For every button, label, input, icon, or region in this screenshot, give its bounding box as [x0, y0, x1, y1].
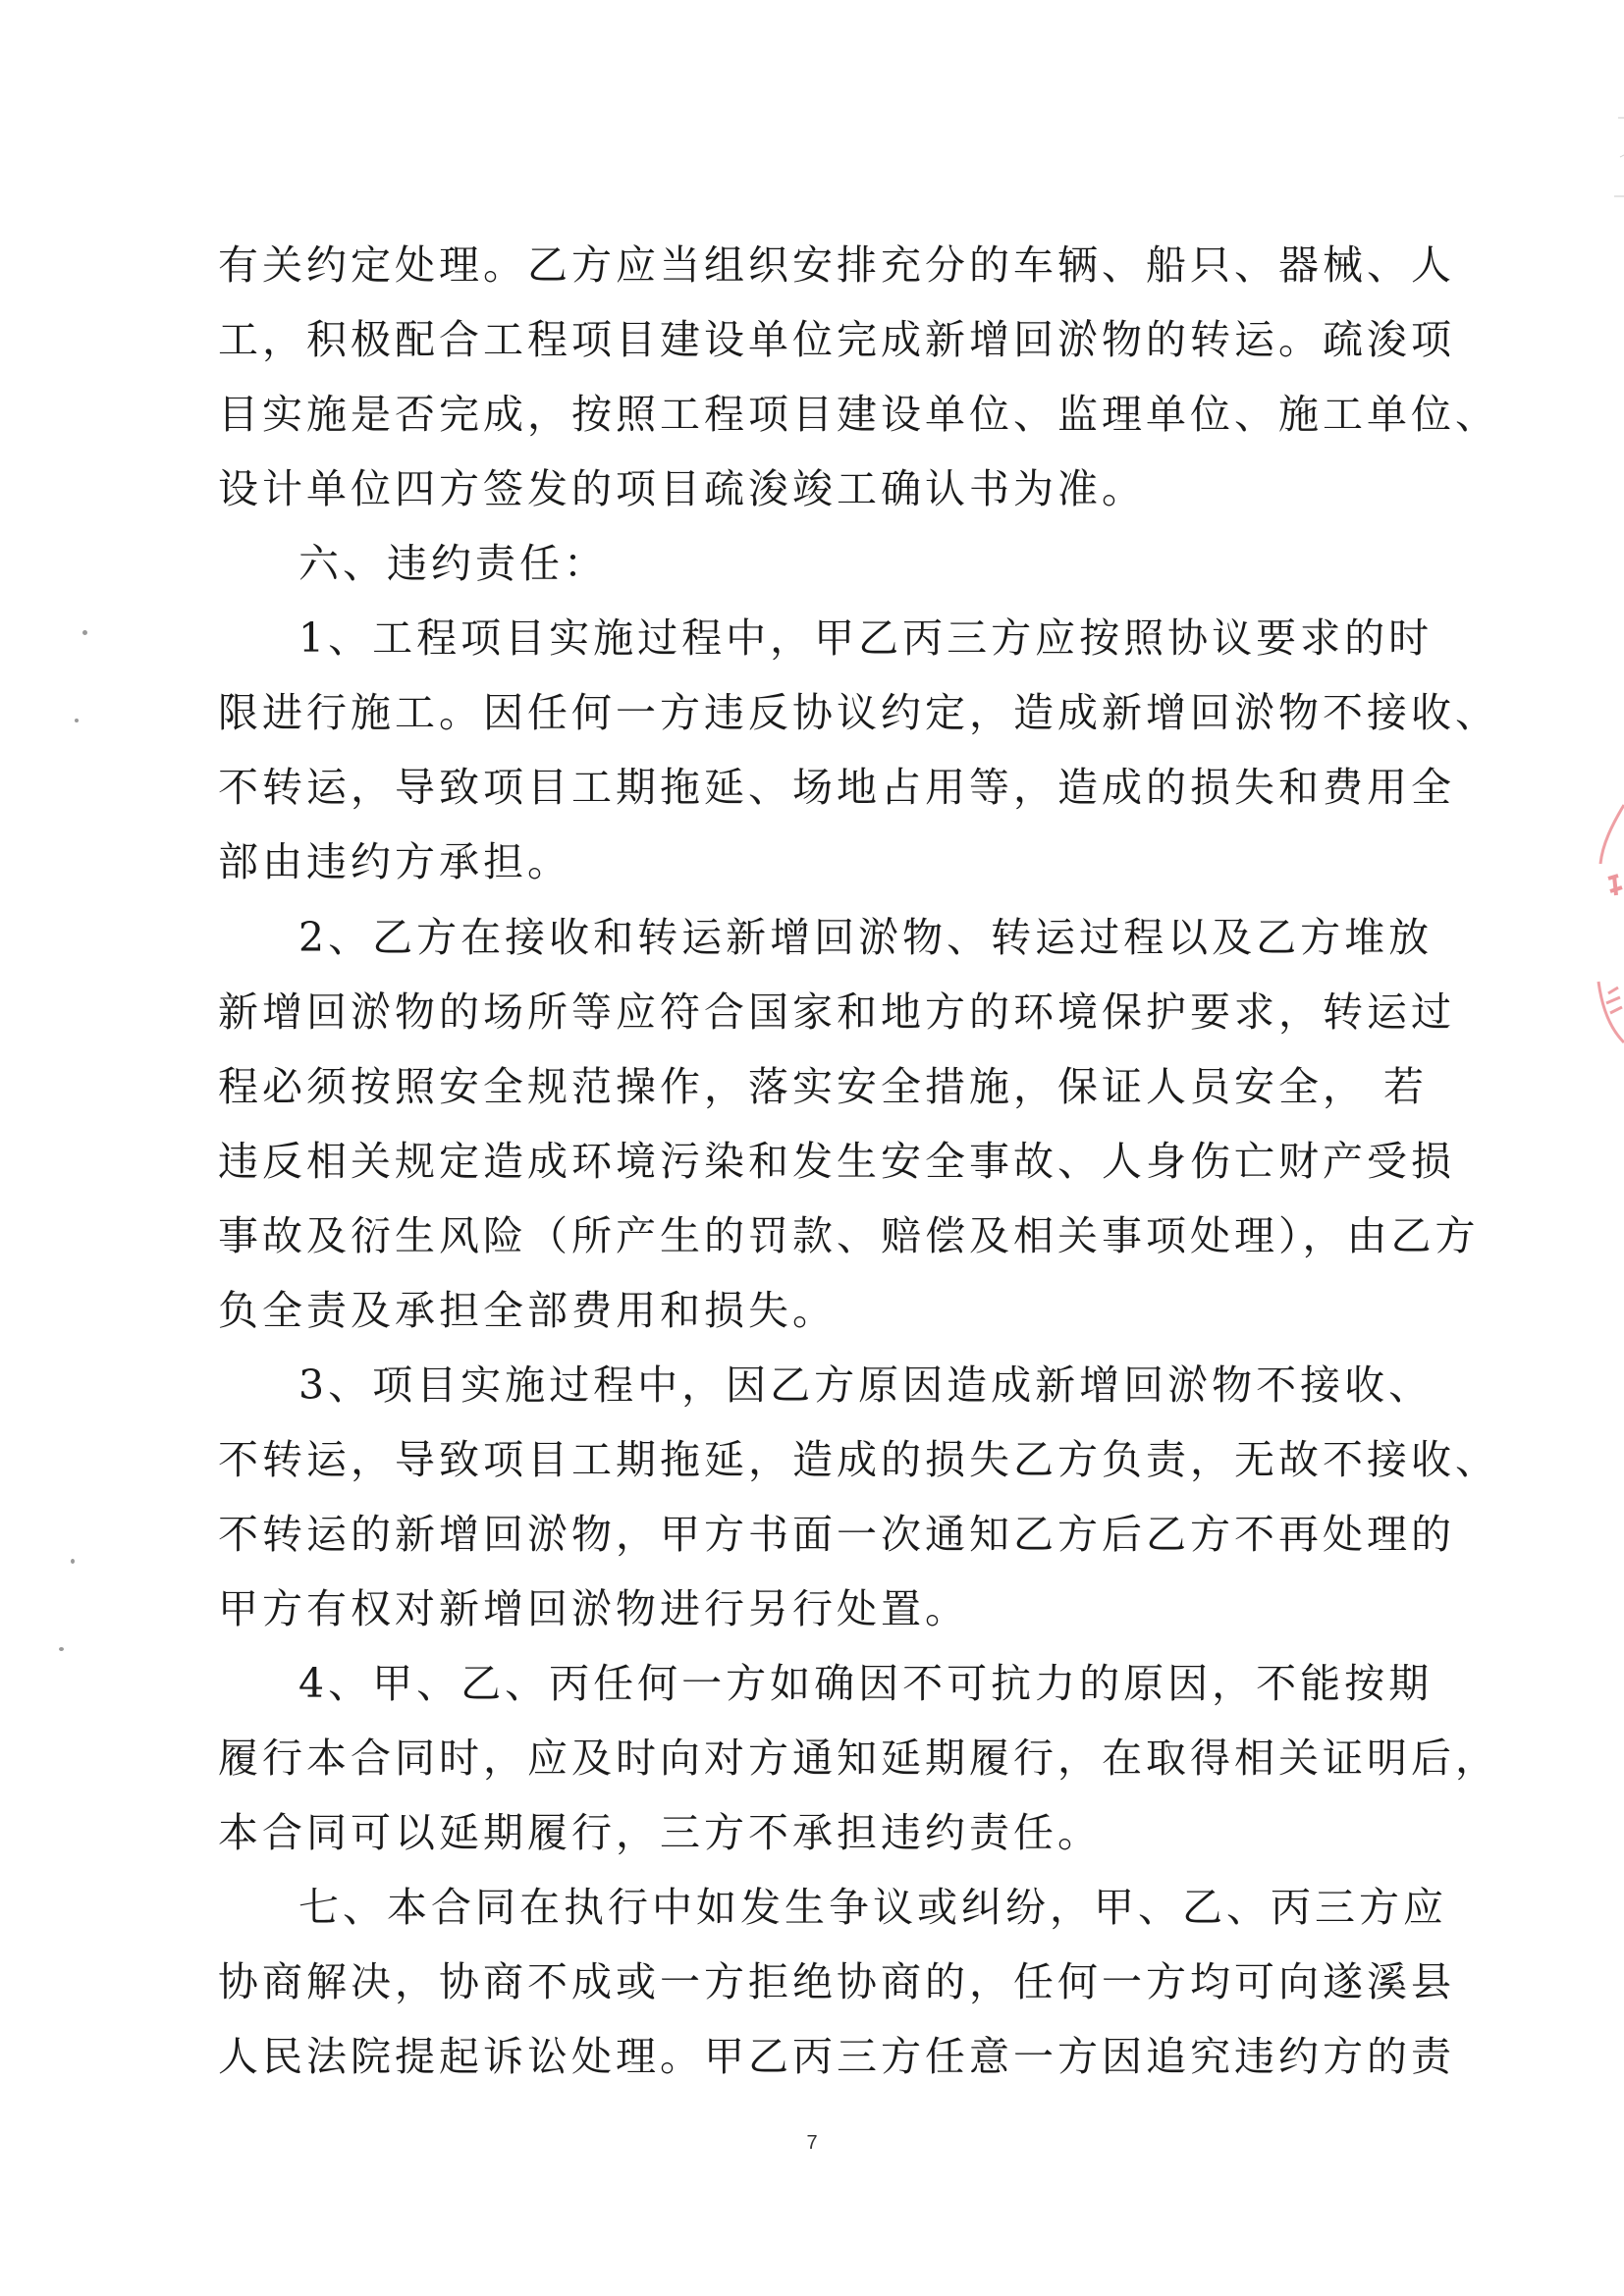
- text-line: 违反相关规定造成环境污染和发生安全事故、人身伤亡财产受损: [218, 1138, 1455, 1185]
- paragraph-start: 1、工程项目实施过程中，甲乙丙三方应按照协议要求的时: [298, 614, 1434, 662]
- text-line: 负全责及承担全部费用和损失。: [218, 1287, 837, 1334]
- text-line: 部由违约方承担。: [218, 838, 571, 885]
- text-line: 履行本合同时，应及时向对方通知延期履行，在取得相关证明后，: [218, 1735, 1499, 1782]
- paragraph-start: 4、甲、乙、丙任何一方如确因不可抗力的原因，不能按期: [298, 1660, 1434, 1707]
- text-line: 限进行施工。因任何一方违反协议约定，造成新增回淤物不接收、: [218, 689, 1499, 736]
- text-line: 协商解决，协商不成或一方拒绝协商的，任何一方均可向遂溪县: [218, 1958, 1455, 2005]
- text-line: 不转运，导致项目工期拖延，造成的损失乙方负责，无故不接收、: [218, 1436, 1499, 1483]
- text-line: 不转运，导致项目工期拖延、场地占用等，造成的损失和费用全: [218, 764, 1455, 811]
- text-line: 本合同可以延期履行，三方不承担违约责任。: [218, 1809, 1102, 1856]
- scan-speck: [59, 1647, 64, 1651]
- text-line: 事故及衍生风险（所产生的罚款、赔偿及相关事项处理），由乙方: [218, 1212, 1480, 1259]
- paragraph-start: 3、项目实施过程中，因乙方原因造成新增回淤物不接收、: [298, 1362, 1434, 1409]
- scan-speck: [71, 1559, 75, 1564]
- scan-speck: [75, 719, 79, 722]
- scan-edge-marks: [1585, 0, 1624, 226]
- text-line: 新增回淤物的场所等应符合国家和地方的环境保护要求，转运过: [218, 988, 1455, 1036]
- text-line: 人民法院提起诉讼处理。甲乙丙三方任意一方因追究违约方的责: [218, 2033, 1455, 2080]
- text-line: 目实施是否完成，按照工程项目建设单位、监理单位、施工单位、: [218, 391, 1499, 438]
- text-line: 不转运的新增回淤物，甲方书面一次通知乙方后乙方不再处理的: [218, 1511, 1455, 1558]
- text-line: 工，积极配合工程项目建设单位完成新增回淤物的转运。疏浚项: [218, 316, 1455, 363]
- section-heading: 六、违约责任：: [298, 540, 608, 587]
- text-line: 程必须按照安全规范操作，落实安全措施，保证人员安全， 若: [218, 1063, 1429, 1110]
- scan-speck: [82, 630, 87, 635]
- text-line: 有关约定处理。乙方应当组织安排充分的车辆、船只、器械、人: [218, 241, 1455, 289]
- seal-fragment-icon: [1579, 785, 1624, 1080]
- paragraph-start: 2、乙方在接收和转运新增回淤物、转运过程以及乙方堆放: [298, 914, 1434, 961]
- paragraph-start: 七、本合同在执行中如发生争议或纠纷，甲、乙、丙三方应: [298, 1884, 1447, 1931]
- text-line: 甲方有权对新增回淤物进行另行处置。: [218, 1585, 969, 1632]
- page-number: 7: [806, 2132, 818, 2154]
- text-line: 设计单位四方签发的项目疏浚竣工确认书为准。: [218, 465, 1146, 512]
